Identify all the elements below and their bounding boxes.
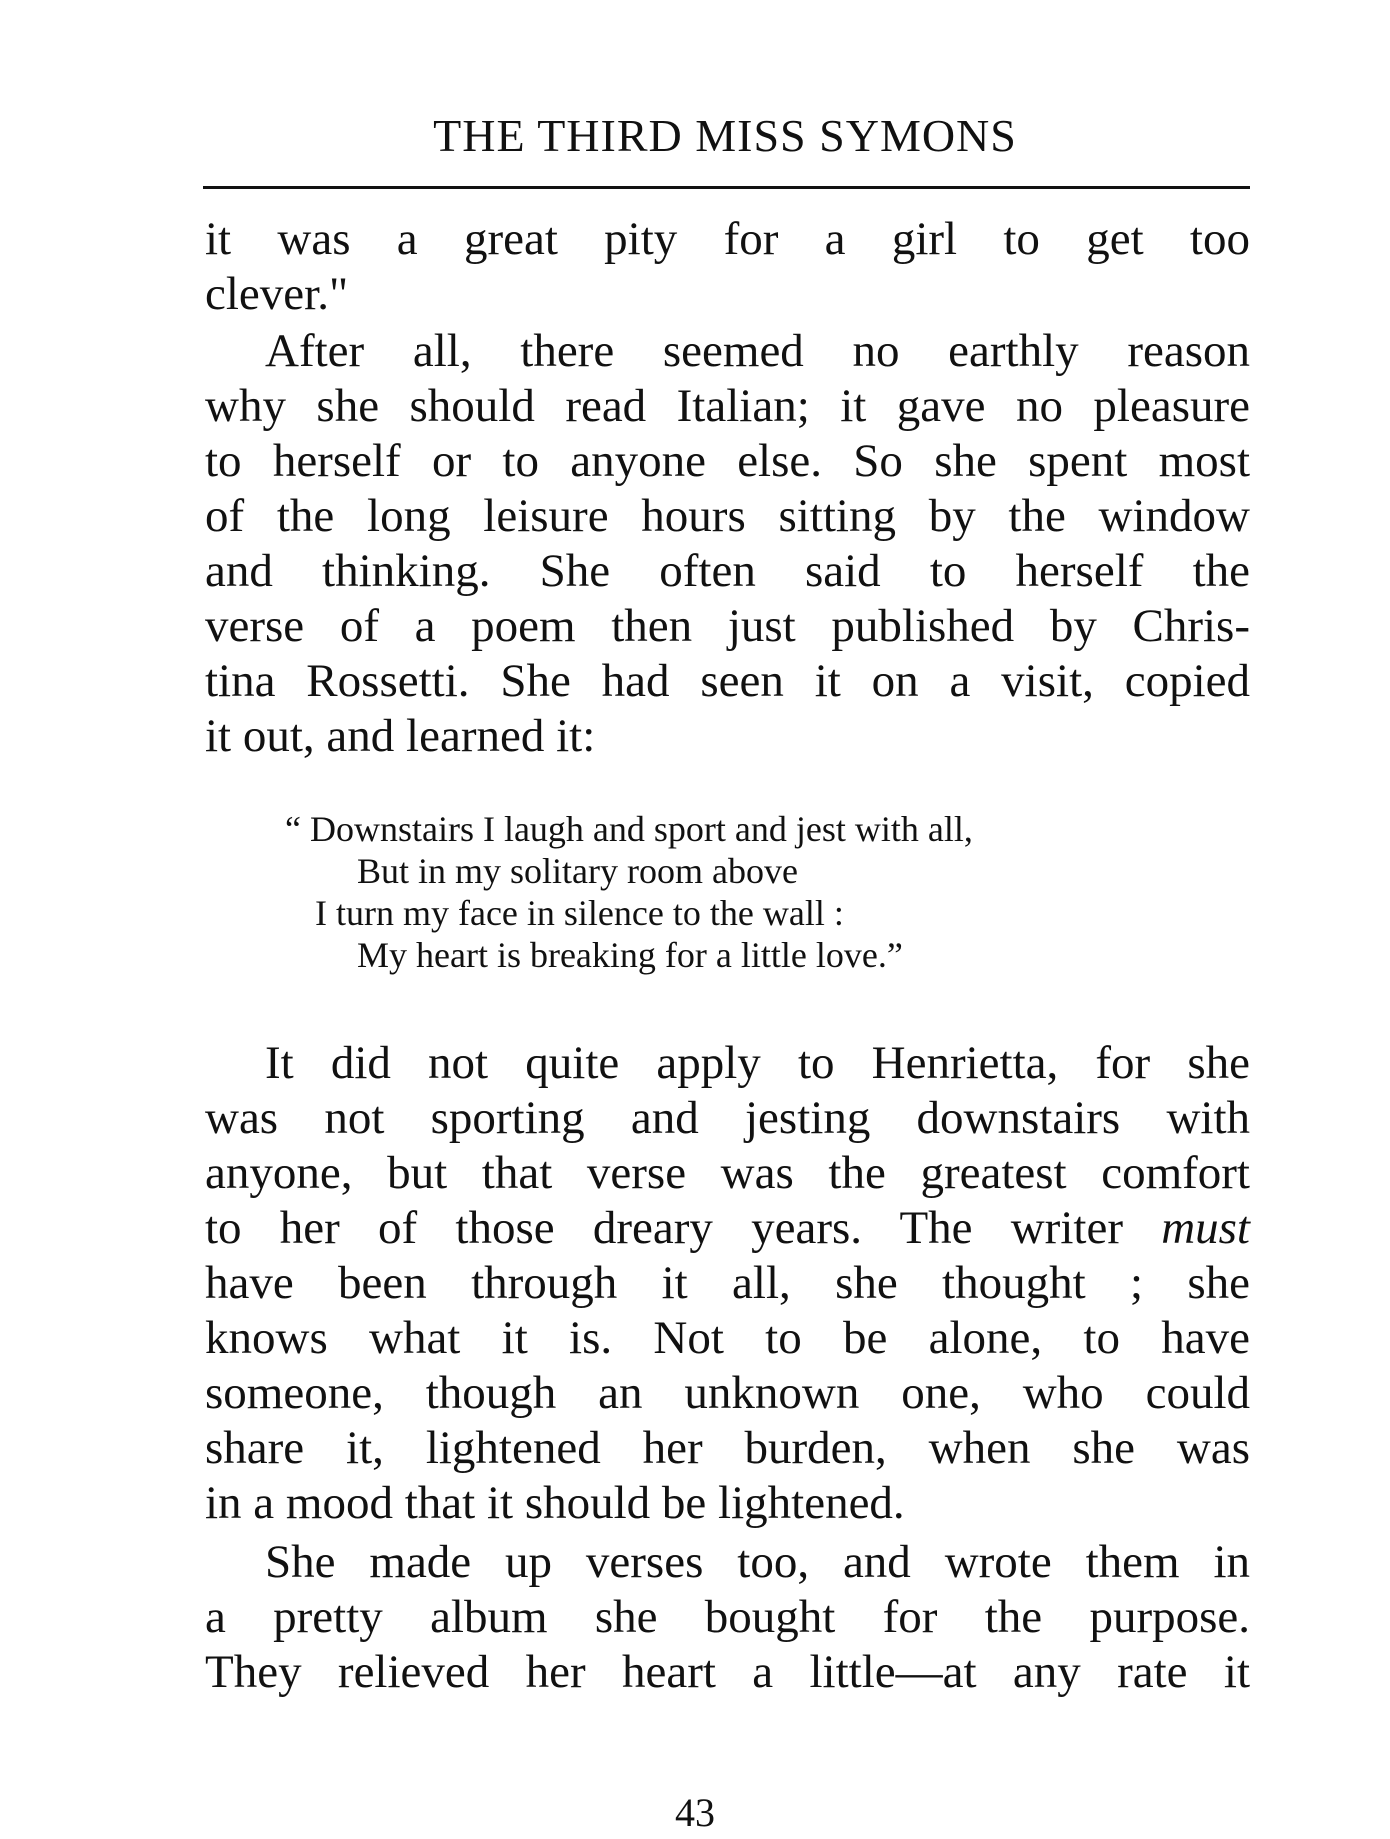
- text-line: of the long leisure hours sitting by the window: [205, 490, 1250, 542]
- text-line: to herself or to anyone else. So she spent most: [205, 435, 1250, 487]
- paragraph-continued: [205, 212, 1250, 322]
- text-line: anyone, but that verse was the greatest comfort: [205, 1147, 1250, 1199]
- text-line: why she should read Italian; it gave no pleasure: [205, 380, 1250, 432]
- text-line: it was a great pity for a girl to get too: [205, 213, 1250, 265]
- header-rule: [203, 186, 1250, 189]
- poem-line: My heart is breaking for a little love.”: [357, 935, 903, 975]
- emphasized-word: must: [1161, 1202, 1250, 1254]
- text-line: They relieved her heart a little—at any rate it: [205, 1646, 1250, 1698]
- running-head: THE THIRD MISS SYMONS: [433, 110, 1017, 161]
- poem-line: But in my solitary room above: [357, 851, 798, 891]
- text-line: it out, and learned it:: [205, 710, 596, 762]
- text-line: share it, lightened her burden, when she was: [205, 1422, 1250, 1474]
- paragraph-2: [205, 324, 1250, 764]
- text-line: knows what it is. Not to be alone, to have: [205, 1312, 1250, 1364]
- poem-line: “ Downstairs I laugh and sport and jest with all,: [285, 809, 973, 849]
- text-line: It did not quite apply to Henrietta, for she: [265, 1037, 1250, 1089]
- text-line: in a mood that it should be lightened.: [205, 1477, 905, 1529]
- text-line: verse of a poem then just published by Chris-: [205, 600, 1250, 652]
- text-line: was not sporting and jesting downstairs with: [205, 1092, 1250, 1144]
- page-number: 43: [675, 1790, 715, 1835]
- text-line: tina Rossetti. She had seen it on a visit, copied: [205, 655, 1250, 707]
- poem-line: I turn my face in silence to the wall :: [315, 893, 844, 933]
- paragraph-4: [205, 1535, 1250, 1700]
- text-line-with-emphasis: [205, 1201, 1250, 1256]
- text-line: someone, though an unknown one, who could: [205, 1367, 1250, 1419]
- text-line: a pretty album she bought for the purpose.: [205, 1591, 1250, 1643]
- poem-quotation: [285, 808, 973, 976]
- text-line: She made up verses too, and wrote them in: [265, 1536, 1250, 1588]
- text-line: After all, there seemed no earthly reason: [265, 325, 1250, 377]
- text-line: clever.": [205, 268, 349, 320]
- text-line: and thinking. She often said to herself the: [205, 545, 1250, 597]
- text-line: have been through it all, she thought ; she: [205, 1257, 1250, 1309]
- paragraph-3: [205, 1036, 1250, 1531]
- line-text: to her of those dreary years. The writer: [205, 1202, 1162, 1254]
